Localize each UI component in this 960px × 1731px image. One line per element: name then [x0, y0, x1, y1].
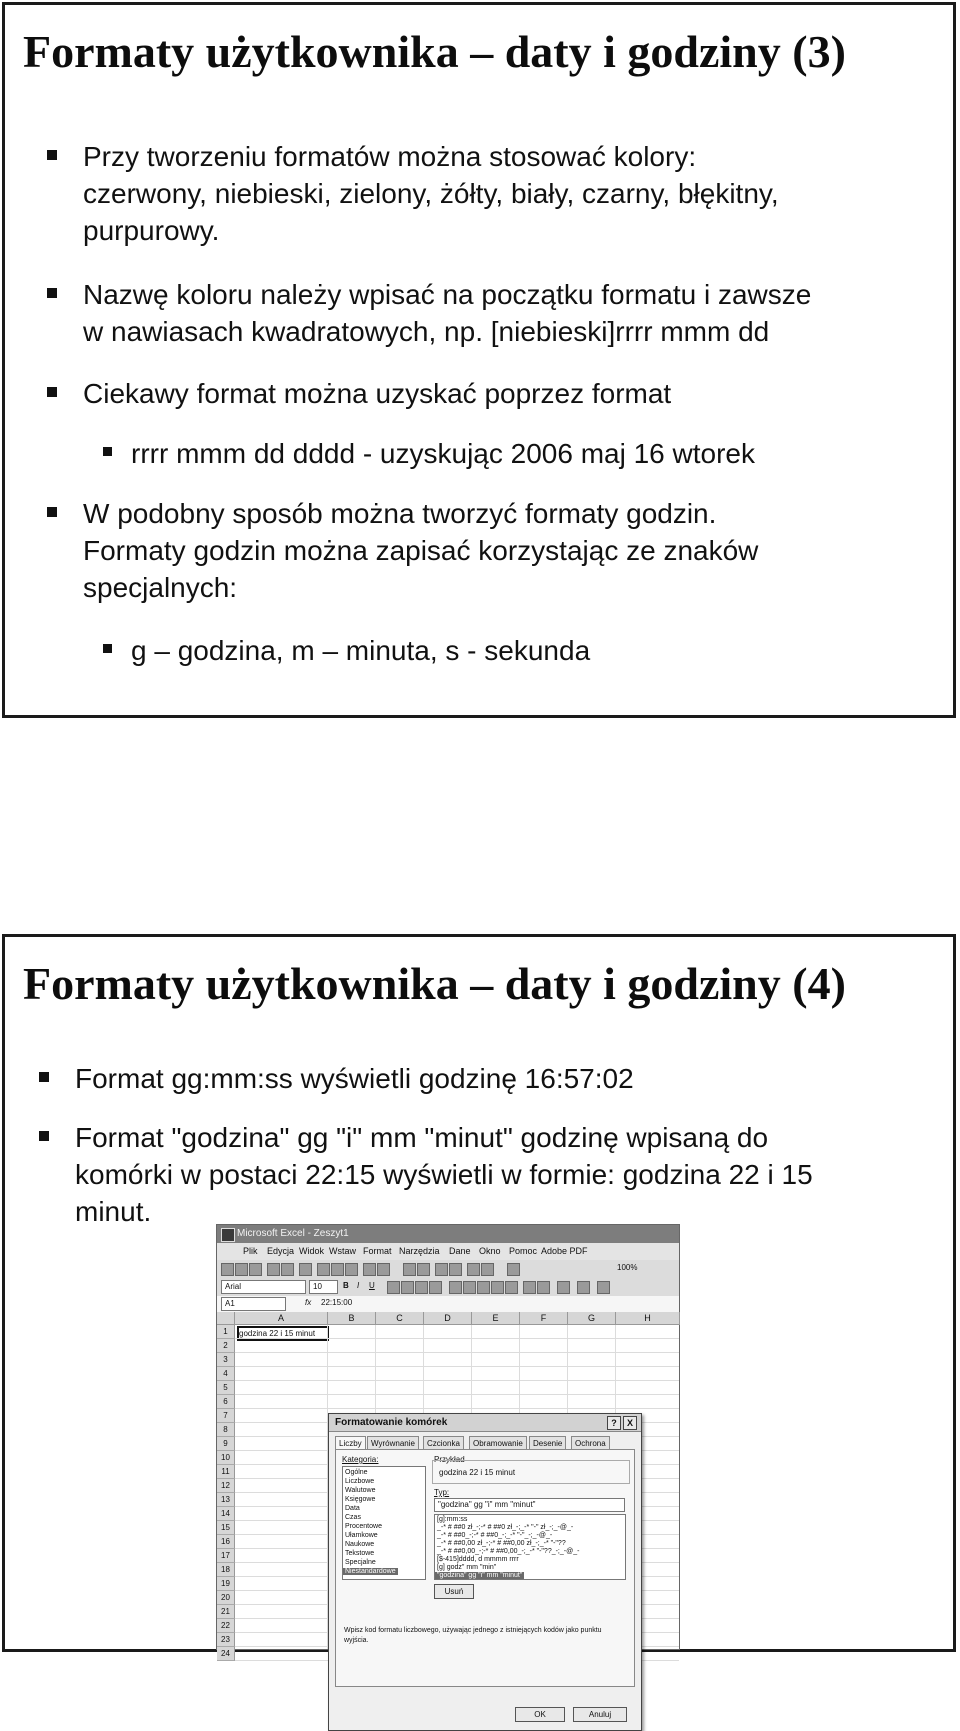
category-item[interactable]: Walutowe [345, 1487, 376, 1494]
row-header[interactable]: 9 [217, 1437, 235, 1451]
indent-icon[interactable] [523, 1281, 536, 1294]
tab-czcionka[interactable]: Czcionka [423, 1436, 464, 1450]
worksheet-grid[interactable] [217, 1312, 679, 1719]
close-icon[interactable]: X [623, 1416, 637, 1430]
print-icon[interactable] [267, 1263, 280, 1276]
fx-icon: fx [305, 1298, 312, 1307]
borders-icon[interactable] [557, 1281, 570, 1294]
formatting-toolbar [217, 1278, 679, 1297]
category-item[interactable]: Ułamkowe [345, 1532, 378, 1539]
row-header[interactable]: 8 [217, 1423, 235, 1437]
dialog-panel [335, 1449, 635, 1687]
bullet-interesting-format: Ciekawy format można uzyskać poprzez format [83, 375, 671, 412]
bullet-square-icon [47, 507, 57, 517]
row-header[interactable]: 20 [217, 1591, 235, 1605]
type-item[interactable]: "godzina" gg "i" mm "minut" [437, 1572, 523, 1579]
row-header[interactable]: 14 [217, 1507, 235, 1521]
tab-liczby[interactable]: Liczby [335, 1436, 366, 1450]
row-header[interactable]: 19 [217, 1577, 235, 1591]
col-header-a[interactable]: A [235, 1312, 328, 1325]
tab-desenie[interactable]: Desenie [529, 1436, 566, 1450]
menu-format[interactable]: Format [363, 1246, 392, 1256]
row-header[interactable]: 2 [217, 1339, 235, 1353]
drawing-icon[interactable] [481, 1263, 494, 1276]
category-item[interactable]: Czas [345, 1514, 361, 1521]
autosum-icon[interactable] [417, 1263, 430, 1276]
category-item[interactable]: Liczbowe [345, 1478, 375, 1485]
merge-center-icon[interactable] [429, 1281, 442, 1294]
open-icon[interactable] [235, 1263, 248, 1276]
row-header[interactable]: 21 [217, 1605, 235, 1619]
row-header[interactable]: 18 [217, 1563, 235, 1577]
percent-icon[interactable] [463, 1281, 476, 1294]
excel-window-title: Microsoft Excel - Zeszyt1 [237, 1228, 349, 1239]
type-item[interactable]: [$-415]dddd, d mmmm rrrr [437, 1556, 519, 1563]
excel-screenshot [216, 1224, 680, 1719]
underline-button[interactable]: U [369, 1281, 375, 1290]
sample-label: Przykład [434, 1455, 465, 1464]
col-header-b[interactable]: B [328, 1312, 376, 1325]
bold-button[interactable]: B [343, 1281, 349, 1290]
menu-widok[interactable]: Widok [299, 1246, 325, 1256]
help-icon[interactable] [507, 1263, 520, 1276]
sample-group [432, 1460, 630, 1484]
bullet-time-formats: W podobny sposób można tworzyć formaty godzin. Formaty godzin można zapisać korzystając ze znaków specjalnych: [83, 495, 758, 606]
row-header[interactable]: 5 [217, 1381, 235, 1395]
grid-line [235, 1338, 679, 1339]
standard-toolbar [217, 1260, 679, 1279]
row-header[interactable]: 16 [217, 1535, 235, 1549]
sort-desc-icon[interactable] [449, 1263, 462, 1276]
cut-icon[interactable] [317, 1263, 330, 1276]
italic-button[interactable]: I [357, 1281, 360, 1290]
spelling-icon[interactable] [299, 1263, 312, 1276]
menu-narzedzia[interactable]: Narzędzia [399, 1246, 440, 1256]
preview-icon[interactable] [281, 1263, 294, 1276]
row-header[interactable]: 15 [217, 1521, 235, 1535]
bullet-square-icon [103, 644, 112, 653]
menu-dane[interactable]: Dane [449, 1246, 471, 1256]
menu-okno[interactable]: Okno [479, 1246, 501, 1256]
col-header-d[interactable]: D [424, 1312, 472, 1325]
formula-bar [217, 1296, 679, 1313]
sort-asc-icon[interactable] [435, 1263, 448, 1276]
category-item[interactable]: Tekstowe [345, 1550, 375, 1557]
type-item[interactable]: _-* # ##0 zł_-;-* # ##0 zł_-;_-* "-" zł_-;_-@_- [437, 1524, 574, 1531]
bullet-text-time-example: Format "godzina" gg "i" mm "minut" godzinę wpisaną do komórki w postaci 22:15 wyświetli w formie: godzina 22 i 15 minut. [75, 1119, 813, 1230]
fill-color-icon[interactable] [577, 1281, 590, 1294]
bullet-square-icon [103, 447, 112, 456]
redo-icon[interactable] [377, 1263, 390, 1276]
type-list[interactable] [434, 1514, 626, 1580]
type-item[interactable]: _-* # ##0,00_-;-* # ##0,00_-;_-* "-"??_-;_-@_- [437, 1548, 580, 1555]
category-item[interactable]: Procentowe [345, 1523, 382, 1530]
bullet-square-icon [39, 1131, 49, 1141]
ok-button[interactable]: OK [515, 1707, 565, 1722]
grid-line [235, 1408, 679, 1409]
row-header[interactable]: 1 [217, 1325, 235, 1339]
type-input[interactable]: "godzina" gg "i" mm "minut" [434, 1498, 625, 1512]
align-right-icon[interactable] [415, 1281, 428, 1294]
col-header-c[interactable]: C [376, 1312, 424, 1325]
formula-input[interactable]: 22:15:00 [321, 1298, 353, 1307]
name-box[interactable]: A1 [221, 1297, 286, 1311]
category-item[interactable]: Data [345, 1505, 360, 1512]
sub-bullet-date-format: rrrr mmm dd dddd - uzyskując 2006 maj 16 wtorek [131, 435, 755, 472]
row-header[interactable]: 17 [217, 1549, 235, 1563]
row-header[interactable]: 24 [217, 1647, 235, 1661]
sample-value: godzina 22 i 15 minut [439, 1468, 516, 1477]
slide-4-title: Formaty użytkownika – daty i godziny (4) [23, 958, 846, 1009]
align-center-icon[interactable] [401, 1281, 414, 1294]
increase-decimal-icon[interactable] [491, 1281, 504, 1294]
new-icon[interactable] [221, 1263, 234, 1276]
menu-plik[interactable]: Plik [243, 1246, 258, 1256]
cell-a1[interactable]: godzina 22 i 15 minut [237, 1326, 329, 1341]
category-item[interactable]: Naukowe [345, 1541, 375, 1548]
row-header[interactable]: 7 [217, 1409, 235, 1423]
bullet-colors: Przy tworzeniu formatów można stosować kolory: czerwony, niebieski, zielony, żółty, biały, czarny, błękitny, purpurowy. [83, 138, 779, 249]
copy-icon[interactable] [331, 1263, 344, 1276]
category-item[interactable]: Księgowe [345, 1496, 376, 1503]
col-header-h[interactable]: H [616, 1312, 680, 1325]
dialog-title: Formatowanie komórek [335, 1417, 448, 1428]
bullet-square-icon [47, 288, 57, 298]
menu-adobe-pdf[interactable]: Adobe PDF [541, 1246, 588, 1256]
row-header[interactable]: 6 [217, 1395, 235, 1409]
type-item[interactable]: _-* # ##0,00 zł_-;-* # ##0,00 zł_-;_-* "-"?? [437, 1540, 566, 1547]
row-header[interactable]: 22 [217, 1619, 235, 1633]
grid-line [235, 1380, 679, 1381]
bullet-color-name: Nazwę koloru należy wpisać na początku formatu i zawsze w nawiasach kwadratowych, np. [niebieski]rrrr mmm dd [83, 276, 811, 350]
col-header-g[interactable]: G [568, 1312, 616, 1325]
bullet-time-example: Format gg:mm:ss wyświetli godzinę 16:57:02 [75, 1060, 634, 1097]
row-header[interactable]: 11 [217, 1465, 235, 1479]
col-header-f[interactable]: F [520, 1312, 568, 1325]
zoom-level[interactable]: 100% [617, 1263, 638, 1272]
align-left-icon[interactable] [387, 1281, 400, 1294]
font-size-select[interactable]: 10 [309, 1280, 338, 1294]
save-icon[interactable] [249, 1263, 262, 1276]
hyperlink-icon[interactable] [403, 1263, 416, 1276]
row-header[interactable]: 13 [217, 1493, 235, 1507]
tab-obramowanie[interactable]: Obramowanie [469, 1436, 527, 1450]
excel-logo-icon [221, 1228, 235, 1242]
row-header[interactable]: 3 [217, 1353, 235, 1367]
font-name-select[interactable]: Arial [221, 1280, 306, 1294]
category-item[interactable]: Ogólne [345, 1469, 368, 1476]
outdent-icon[interactable] [537, 1281, 550, 1294]
decrease-decimal-icon[interactable] [505, 1281, 518, 1294]
currency-icon[interactable] [449, 1281, 462, 1294]
thousands-icon[interactable] [477, 1281, 490, 1294]
paste-icon[interactable] [345, 1263, 358, 1276]
sub-bullet-time-codes: g – godzina, m – minuta, s - sekunda [131, 632, 590, 669]
bullet-square-icon [47, 387, 57, 397]
type-item[interactable]: _-* # ##0_-;-* # ##0_-;_-* "-"_-;_-@_- [437, 1532, 553, 1539]
undo-icon[interactable] [363, 1263, 376, 1276]
grid-line [235, 1366, 679, 1367]
row-header[interactable]: 23 [217, 1633, 235, 1647]
help-icon[interactable]: ? [607, 1416, 621, 1430]
cancel-button[interactable]: Anuluj [573, 1707, 627, 1722]
row-header[interactable]: 4 [217, 1367, 235, 1381]
type-label: Typ: [434, 1488, 450, 1497]
row-header[interactable]: 10 [217, 1451, 235, 1465]
menu-pomoc[interactable]: Pomoc [509, 1246, 538, 1256]
bullet-square-icon [47, 150, 57, 160]
grid-line [235, 1352, 679, 1353]
category-list[interactable] [342, 1466, 426, 1580]
menu-wstaw[interactable]: Wstaw [329, 1246, 356, 1256]
type-item[interactable]: [g]:mm:ss [437, 1516, 468, 1523]
delete-button[interactable]: Usuń [434, 1584, 474, 1599]
category-label: Kategoria: [342, 1455, 379, 1464]
category-item[interactable]: Specjalne [345, 1559, 376, 1566]
slide-3 [2, 2, 956, 718]
category-item[interactable]: Niestandardowe [345, 1568, 396, 1575]
tab-ochrona[interactable]: Ochrona [571, 1436, 610, 1450]
bullet-square-icon [39, 1072, 49, 1082]
format-cells-dialog [328, 1413, 642, 1731]
select-all-corner[interactable] [217, 1312, 235, 1325]
excel-menu-bar [217, 1243, 679, 1261]
menu-edycja[interactable]: Edycja [267, 1246, 295, 1256]
format-description: Wpisz kod formatu liczbowego, używając jednego z istniejących kodów jako punktu wyjścia. [344, 1627, 602, 1644]
grid-line [235, 1394, 679, 1395]
font-color-icon[interactable] [597, 1281, 610, 1294]
type-item[interactable]: [g] godz" mm "min" [437, 1564, 497, 1571]
dialog-title-bar [329, 1414, 641, 1432]
chart-icon[interactable] [467, 1263, 480, 1276]
excel-title-bar [217, 1225, 679, 1243]
col-header-e[interactable]: E [472, 1312, 520, 1325]
tab-wyrownanie[interactable]: Wyrównanie [367, 1436, 419, 1450]
row-header[interactable]: 12 [217, 1479, 235, 1493]
slide-3-title: Formaty użytkownika – daty i godziny (3) [23, 26, 846, 77]
